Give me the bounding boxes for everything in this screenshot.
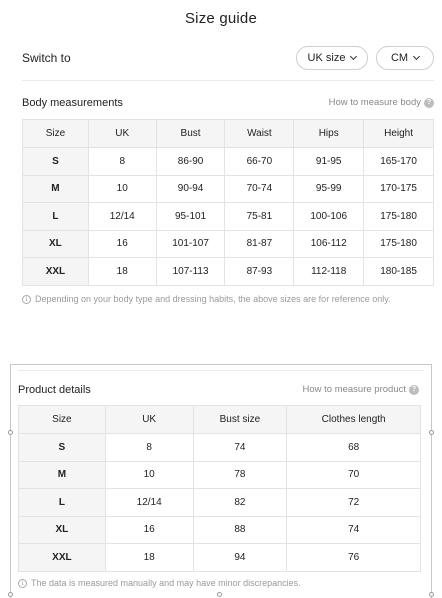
size-cell: XL (23, 230, 89, 258)
table-cell: 81-87 (225, 230, 294, 258)
switch-label: Switch to (22, 51, 71, 65)
column-header: UK (105, 406, 193, 434)
column-header: Bust (156, 120, 225, 148)
table-cell: 18 (88, 258, 156, 286)
table-header-row (23, 120, 434, 148)
how-to-measure-product-link[interactable] (303, 384, 420, 395)
size-cell: XL (19, 516, 106, 544)
resize-handle[interactable] (429, 430, 434, 435)
table-row (23, 175, 434, 203)
table-cell: 70 (287, 461, 421, 489)
body-measurements-header (22, 97, 434, 113)
table-row (23, 203, 434, 231)
table-cell: 12/14 (105, 489, 193, 517)
table-cell: 101-107 (156, 230, 225, 258)
column-header: Height (364, 120, 434, 148)
table-cell: 12/14 (88, 203, 156, 231)
table-row (19, 489, 421, 517)
body-measurements-note (22, 294, 391, 304)
table-cell: 10 (105, 461, 193, 489)
resize-handle[interactable] (8, 430, 13, 435)
body-measurements-note-text: Depending on your body type and dressing habits, the above sizes are for reference only. (35, 294, 391, 304)
table-cell: 16 (105, 516, 193, 544)
question-icon[interactable]: ? (409, 385, 419, 395)
table-cell: 91-95 (294, 148, 364, 176)
info-icon: i (18, 579, 27, 588)
size-cell: S (23, 148, 89, 176)
table-cell: 175-180 (364, 203, 434, 231)
table-cell: 8 (105, 434, 193, 462)
page-title: Size guide (184, 10, 258, 27)
table-cell: 72 (287, 489, 421, 517)
column-header: Waist (225, 120, 294, 148)
chevron-down-icon (350, 53, 357, 60)
table-cell: 95-101 (156, 203, 225, 231)
cm-dropdown-label: CM (390, 52, 409, 64)
resize-handle[interactable] (8, 592, 13, 597)
unit-switch-row (22, 46, 434, 72)
table-cell: 68 (287, 434, 421, 462)
product-details-title: Product details (18, 384, 91, 396)
size-cell: XXL (19, 544, 106, 572)
table-cell: 165-170 (364, 148, 434, 176)
how-to-measure-body-link[interactable] (329, 97, 434, 108)
resize-handle[interactable] (429, 592, 434, 597)
table-header-row (19, 406, 421, 434)
column-header: Hips (294, 120, 364, 148)
table-cell: 112-118 (294, 258, 364, 286)
table-row (23, 230, 434, 258)
table-cell: 87-93 (225, 258, 294, 286)
uk-size-dropdown[interactable] (296, 46, 368, 70)
table-cell: 175-180 (364, 230, 434, 258)
table-row (23, 258, 434, 286)
column-header: Bust size (193, 406, 287, 434)
cm-dropdown[interactable] (376, 46, 434, 70)
how-to-measure-product-label: How to measure product (302, 384, 406, 395)
divider (18, 370, 424, 371)
product-details-table (18, 405, 421, 572)
table-cell: 100-106 (294, 203, 364, 231)
product-details-note (18, 578, 301, 588)
question-icon[interactable]: ? (424, 98, 434, 108)
uk-size-dropdown-label: UK size (307, 52, 346, 64)
info-icon: i (22, 295, 31, 304)
column-header: Size (19, 406, 106, 434)
table-cell: 94 (193, 544, 287, 572)
table-cell: 106-112 (294, 230, 364, 258)
column-header: UK (88, 120, 156, 148)
table-cell: 18 (105, 544, 193, 572)
size-cell: M (23, 175, 89, 203)
table-cell: 86-90 (156, 148, 225, 176)
size-cell: L (19, 489, 106, 517)
resize-handle[interactable] (217, 592, 222, 597)
table-row (19, 544, 421, 572)
table-cell: 8 (88, 148, 156, 176)
table-cell: 95-99 (294, 175, 364, 203)
table-row (19, 461, 421, 489)
divider (22, 80, 434, 81)
table-row (19, 516, 421, 544)
table-cell: 76 (287, 544, 421, 572)
size-cell: M (19, 461, 106, 489)
table-cell: 78 (193, 461, 287, 489)
table-cell: 180-185 (364, 258, 434, 286)
table-cell: 10 (88, 175, 156, 203)
table-cell: 74 (193, 434, 287, 462)
column-header: Size (23, 120, 89, 148)
table-cell: 75-81 (225, 203, 294, 231)
size-cell: XXL (23, 258, 89, 286)
body-measurements-title: Body measurements (22, 97, 123, 109)
table-cell: 74 (287, 516, 421, 544)
product-details-header (18, 384, 419, 400)
size-cell: S (19, 434, 106, 462)
table-cell: 107-113 (156, 258, 225, 286)
table-cell: 16 (88, 230, 156, 258)
how-to-measure-body-label: How to measure body (328, 97, 421, 108)
body-measurements-table (22, 119, 434, 286)
table-cell: 66-70 (225, 148, 294, 176)
table-cell: 90-94 (156, 175, 225, 203)
table-cell: 88 (193, 516, 287, 544)
column-header: Clothes length (287, 406, 421, 434)
table-row (23, 148, 434, 176)
chevron-down-icon (413, 53, 420, 60)
table-cell: 170-175 (364, 175, 434, 203)
table-cell: 70-74 (225, 175, 294, 203)
table-row (19, 434, 421, 462)
table-cell: 82 (193, 489, 287, 517)
product-details-note-text: The data is measured manually and may have minor discrepancies. (31, 578, 301, 588)
size-cell: L (23, 203, 89, 231)
